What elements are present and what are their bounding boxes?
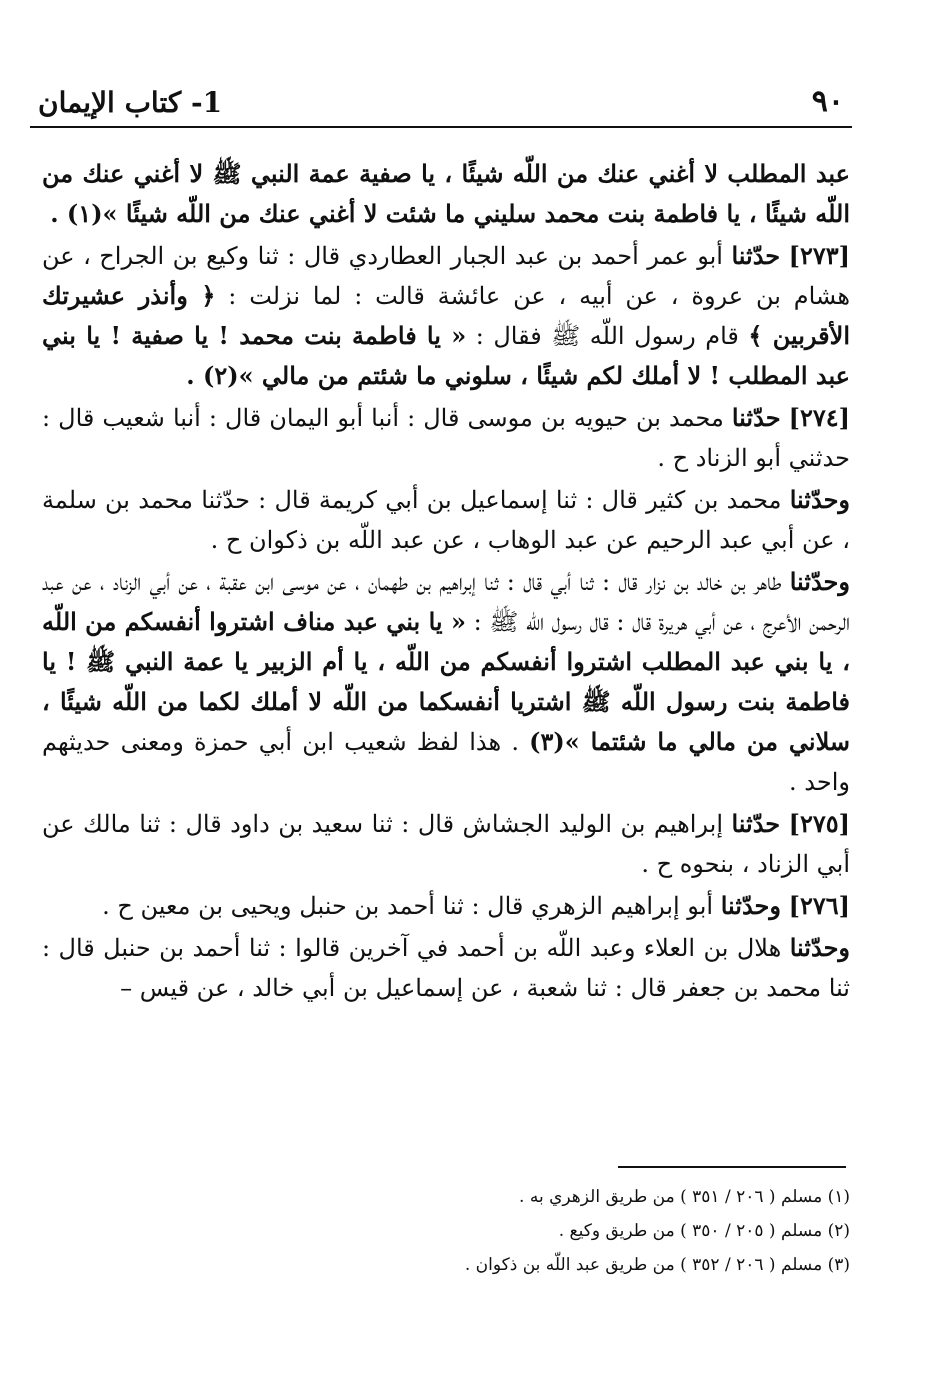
- narration-lead: وحدّثنا: [789, 567, 850, 596]
- paragraph-hadith-274: [42, 398, 850, 478]
- isnad-text: هلال بن العلاء وعبد اللّه بن أحمد في آخرين قالوا : ثنا أحمد بن حنبل قال : ثنا محمد بن جعفر قال : ثنا شعبة ، عن إسماعيل بن أبي خالد ، عن قيس –: [42, 934, 850, 1002]
- hadith-text: « يا فاطمة بنت محمد ! يا صفية ! يا بني عبد المطلب ! لا أملك لكم شيئًا ، سلوني ما شئتم من مالي »(٢) .: [42, 321, 850, 390]
- narration-lead: وحدّثنا: [789, 933, 850, 962]
- page-header: [30, 78, 852, 128]
- hadith-number: [٢٧٤]: [788, 403, 850, 432]
- footnote: (١) مسلم ( ٢٠٦ / ٣٥١ ) من طريق الزهري به .: [519, 1187, 850, 1207]
- hadith-number: [٢٧٦]: [788, 891, 850, 920]
- narration-lead: حدّثنا: [731, 241, 781, 270]
- paragraph-hadith-273: [42, 236, 850, 396]
- paragraph-hadith-275: [42, 804, 850, 884]
- main-text: [42, 148, 850, 1010]
- footnotes-divider: [618, 1166, 846, 1168]
- narration-lead: وحدّثنا: [720, 891, 781, 920]
- paragraph-isnad: [42, 480, 850, 560]
- footnotes: [390, 1180, 850, 1282]
- isnad-text: طاهر بن خالد بن نزار قال : ثنا أبي قال : ثنا إبراهيم بن طهمان ، عن موسى ابن عقبة ، عن أبي الزناد ، عن عبد الرحمن الأعرج ، عن أبي هريرة قال : قال رسول اللّه ﷺ :: [42, 568, 850, 636]
- hadith-text: « يا بني عبد مناف اشتروا أنفسكم من اللّه ، يا بني عبد المطلب اشتروا أنفسكم من اللّه ، يا أم الزبير يا عمة النبي ﷺ ! يا فاطمة بنت رسول اللّه ﷺ اشتريا أنفسكما من اللّه لا أملك لكما من اللّه شيئًا ، سلاني من مالي ما شئتما »(٣): [42, 607, 851, 756]
- isnad-text: إبراهيم بن الوليد الجشاش قال : ثنا سعيد بن داود قال : ثنا مالك عن أبي الزناد ، بنحوه ح .: [42, 810, 850, 878]
- hadith-text: عبد المطلب لا أغني عنك من اللّه شيئًا ، يا صفية عمة النبي ﷺ لا أغني عنك من اللّه شيئًا ، يا فاطمة بنت محمد سليني ما شئت لا أغني عنك من اللّه شيئًا »(١) .: [42, 159, 850, 228]
- commentary-text: . هذا لفظ شعيب ابن أبي حمزة ومعنى حديثهم واحد .: [42, 728, 850, 796]
- narration-lead: حدّثنا: [731, 809, 781, 838]
- narration-lead: حدّثنا: [731, 403, 781, 432]
- footnote: (٢) مسلم ( ٢٠٥ / ٣٥٠ ) من طريق وكيع .: [558, 1221, 850, 1241]
- paragraph-isnad: [42, 928, 850, 1008]
- hadith-number: [٢٧٥]: [788, 809, 850, 838]
- isnad-text: أبو عمر أحمد بن عبد الجبار العطاردي قال : ثنا وكيع بن الجراح ، عن هشام بن عروة ، عن أبيه ، عن عائشة قالت : لما نزلت :: [42, 242, 850, 310]
- hadith-number: [٢٧٣]: [788, 241, 850, 270]
- quran-verse: ﴿ وأنذر عشيرتك الأقربين ﴾: [42, 281, 850, 350]
- chapter-title: 1- كتاب الإيمان: [38, 86, 223, 119]
- page-number: ٩٠: [811, 84, 844, 119]
- paragraph-isnad: [42, 562, 850, 802]
- isnad-text: محمد بن حيويه بن موسى قال : أنبا أبو اليمان قال : أنبا شعيب قال : حدثني أبو الزناد ح .: [42, 404, 850, 472]
- narration-lead: وحدّثنا: [789, 485, 850, 514]
- footnote: (٣) مسلم ( ٢٠٦ / ٣٥٢ ) من طريق عبد اللّه بن ذكوان .: [464, 1255, 850, 1275]
- isnad-text: محمد بن كثير قال : ثنا إسماعيل بن أبي كريمة قال : حدّثنا محمد بن سلمة ، عن أبي عبد الرحيم عن عبد الوهاب ، عن عبد اللّه بن ذكوان ح .: [42, 486, 850, 554]
- isnad-text: أبو إبراهيم الزهري قال : ثنا أحمد بن حنبل ويحيى بن معين ح .: [102, 892, 714, 920]
- paragraph-hadith-276: [42, 886, 850, 926]
- isnad-text: قام رسول اللّه ﷺ فقال :: [475, 322, 739, 350]
- paragraph-continuation: [42, 154, 850, 234]
